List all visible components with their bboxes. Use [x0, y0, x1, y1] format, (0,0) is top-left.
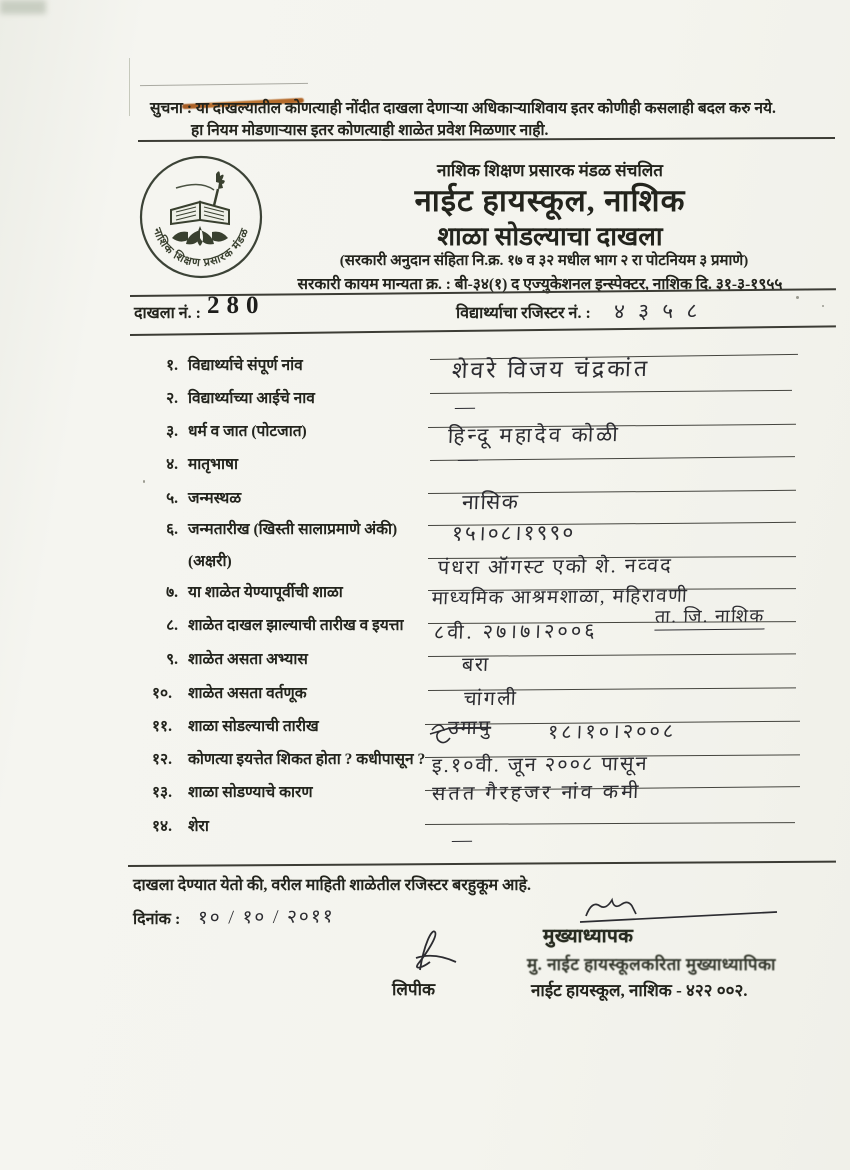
- answer-line: [430, 390, 792, 394]
- seal-ring-text: नाशिक शिक्षण प्रसारक मंडळ: [150, 226, 252, 270]
- answer-line: [430, 456, 795, 461]
- row-label: जन्मस्थळ: [188, 490, 242, 507]
- register-no-label: विद्यार्थ्याचा रजिस्टर नं. :: [456, 305, 591, 322]
- answer-line: [425, 822, 795, 825]
- divider-footer: [128, 861, 836, 867]
- row-number: १३.: [152, 784, 172, 801]
- clerk-signature: [402, 924, 472, 976]
- answer-value: शेवरे विजय चंद्रकांत: [451, 355, 651, 384]
- row-number: १.: [166, 357, 178, 374]
- school-name: नाईट हायस्कूल, नाशिक: [414, 183, 686, 218]
- answer-value: —: [451, 828, 474, 852]
- row-number: ९.: [166, 651, 178, 668]
- row-number: ७.: [166, 584, 178, 601]
- date-value: १० / १० / २०११: [197, 906, 336, 929]
- answer-value-words: पंधरा ऑगस्ट एको शे. नव्वद: [437, 554, 674, 580]
- row-label: जन्मतारीख (खिस्ती सालाप्रमाणे अंकी): [188, 521, 398, 538]
- answer-value: इ.१०वी. जून २००८ पासून: [431, 752, 650, 778]
- answer-value: हिन्दू महादेव कोळी: [447, 422, 622, 448]
- answer-value: सतत गैरहजर नांव कमी: [431, 780, 642, 806]
- answer-value: १५।०८।१९९०: [451, 520, 576, 546]
- row-label: शाळेत असता वर्तणूक: [188, 685, 307, 702]
- row-number: ४.: [166, 456, 178, 473]
- row-number: २.: [166, 390, 178, 407]
- answer-value-district: ता. जि. नाशिक: [654, 603, 765, 630]
- cert-no-stamp: 280: [207, 292, 266, 319]
- certification-statement: दाखला देण्यात येतो की, वरील माहिती शाळेतील रजिस्टर बरहुकूम आहे.: [133, 877, 531, 894]
- row-label: विद्यार्थ्याचे संपूर्ण नांव: [188, 357, 303, 374]
- row-sublabel: (अक्षरी): [188, 553, 232, 570]
- stamp-designation-line: मु. नाईट हायस्कूलकरिता मुख्याध्यापिका: [527, 955, 776, 974]
- document-title: शाळा सोडल्याचा दाखला: [437, 222, 663, 251]
- scan-edge-smudge: [0, 0, 46, 14]
- paper-crease: [129, 58, 130, 116]
- correction-initials-scribble: [428, 718, 470, 748]
- answer-value: —: [454, 395, 477, 419]
- row-label: या शाळेत येण्यापूर्वीची शाळा: [188, 584, 343, 601]
- row-number: ८.: [166, 617, 178, 634]
- date-label: दिनांक :: [133, 911, 181, 928]
- org-line: नाशिक शिक्षण प्रसारक मंडळ संचलित: [437, 161, 663, 180]
- row-label: कोणत्या इयत्तेत शिकत होता ? कधीपासून ?: [188, 751, 426, 768]
- row-label: शेरा: [188, 818, 209, 835]
- answer-value: माध्यमिक आश्रमशाळा, महिरावणी: [431, 585, 689, 610]
- answer-value-struck: उगापु: [447, 716, 492, 740]
- notice-line-1: सुचना : या दाखल्यातील कोणत्याही नोंदीत दाखला देणाऱ्या अधिकाऱ्याशिवाय इतर कोणीही कसलाही बदल करु नये.: [150, 100, 776, 117]
- row-label: शाळेत असता अभ्यास: [188, 651, 308, 668]
- row-number: ३.: [166, 423, 178, 440]
- answer-value: बरा: [461, 653, 491, 677]
- row-label: विद्यार्थ्याच्या आईचे नाव: [188, 390, 315, 407]
- answer-value: १८।१०।२००८: [547, 720, 677, 744]
- row-label: शाळा सोडल्याची तारीख: [188, 718, 319, 735]
- answer-value: ८वी. २७।७।२००६: [433, 620, 599, 644]
- header-subtitle-2: सरकारी कायम मान्यता क्र. : बी-३४(१) द एज्युकेशनल इन्स्पेक्टर, नाशिक दि. ३१-३-१९५५: [297, 276, 783, 293]
- row-number: १४.: [152, 818, 172, 835]
- divider-meta: [130, 325, 836, 336]
- school-seal-icon: [136, 152, 266, 282]
- row-label: शाळा सोडण्याचे कारण: [188, 784, 313, 801]
- row-label: शाळेत दाखल झाल्याची तारीख व इयत्ता: [188, 617, 404, 634]
- stain-line: [140, 83, 308, 86]
- row-number: १२.: [152, 751, 172, 768]
- clerk-label: लिपीक: [392, 980, 436, 999]
- svg-text:नाशिक शिक्षण प्रसारक मंडळ: [150, 225, 251, 269]
- row-number: १०.: [152, 685, 172, 702]
- notice-line-2: हा नियम मोडणाऱ्यास इतर कोणत्याही शाळेत प्रवेश मिळणार नाही.: [191, 122, 549, 139]
- answer-value: नासिक: [461, 489, 520, 515]
- header-subtitle-1: (सरकारी अनुदान संहिता नि.क्र. १७ व ३२ मधील भाग २ रा पोटनियम ३ प्रमाणे): [339, 253, 749, 269]
- answer-value: —: [457, 447, 480, 471]
- school-address-line: नाईट हायस्कूल, नाशिक - ४२२ ००२.: [531, 981, 748, 1000]
- cert-no-label: दाखला नं. :: [134, 305, 201, 322]
- row-label: मातृभाषा: [188, 456, 239, 473]
- row-number: ११.: [152, 718, 172, 735]
- row-number: ५.: [166, 490, 178, 507]
- register-no-value: ४ ३ ५ ८: [613, 298, 702, 324]
- headmaster-label: मुख्याध्यापक: [543, 926, 634, 947]
- row-label: धर्म व जात (पोटजात): [188, 423, 307, 440]
- answer-value: चांगली: [463, 687, 519, 711]
- row-number: ६.: [166, 521, 178, 538]
